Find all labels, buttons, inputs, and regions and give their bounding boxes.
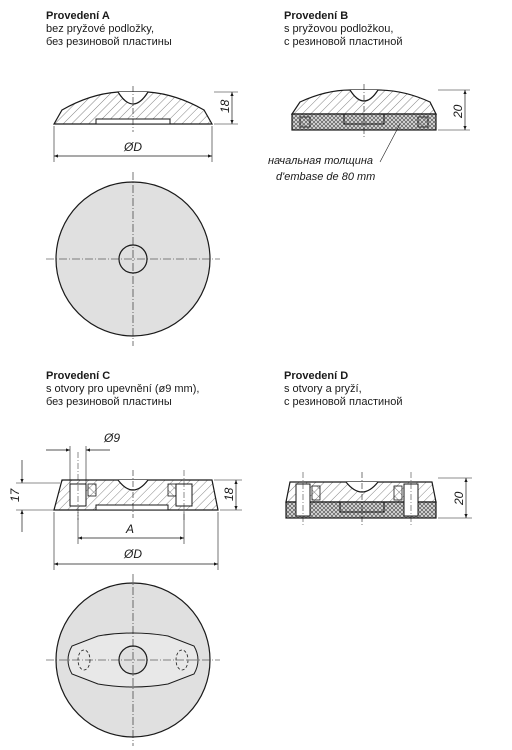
variant-b-title: Provedení B bbox=[284, 10, 349, 22]
variant-c-plan-view bbox=[46, 574, 220, 746]
variant-c-height-left-label: 17 bbox=[8, 488, 22, 502]
variant-b-line-2: с резиновой пластиной bbox=[284, 36, 403, 48]
variant-d-height-label: 20 bbox=[452, 491, 466, 505]
variant-d-line-1: s otvory a pryží, bbox=[284, 383, 362, 395]
variant-c-pitch-label: A bbox=[126, 522, 135, 536]
variant-b-note-1: начальная толщина bbox=[268, 155, 373, 167]
variant-c-line-2: без резиновой пластины bbox=[46, 396, 172, 408]
variant-c-line-1: s otvory pro upevnění (ø9 mm), bbox=[46, 383, 200, 395]
variant-c-title: Provedení C bbox=[46, 370, 111, 382]
variant-b-note-2: d'embase de 80 mm bbox=[276, 171, 376, 183]
variant-d-section-view bbox=[286, 472, 472, 526]
variant-a-diameter-label: ØD bbox=[124, 140, 142, 154]
variant-b-height-label: 20 bbox=[451, 104, 465, 118]
variant-c-diameter-label: ØD bbox=[124, 547, 142, 561]
variant-a-height-label: 18 bbox=[218, 99, 232, 113]
variant-c-height-right-label: 18 bbox=[222, 487, 236, 501]
variant-a-line-1: bez pryžové podložky, bbox=[46, 23, 155, 35]
variant-a-title: Provedení A bbox=[46, 10, 110, 22]
variant-d-title: Provedení D bbox=[284, 370, 349, 382]
variant-d-line-2: с резиновой пластиной bbox=[284, 396, 403, 408]
variant-c-section-view bbox=[8, 431, 242, 570]
variant-b-line-1: s pryžovou podložkou, bbox=[284, 23, 394, 35]
variant-c-hole-label: Ø9 bbox=[104, 431, 121, 445]
variant-b-section-view bbox=[268, 84, 470, 183]
variant-a-section-view bbox=[54, 86, 238, 162]
variant-a-plan-view bbox=[46, 172, 220, 346]
variant-a-line-2: без резиновой пластины bbox=[46, 36, 172, 48]
